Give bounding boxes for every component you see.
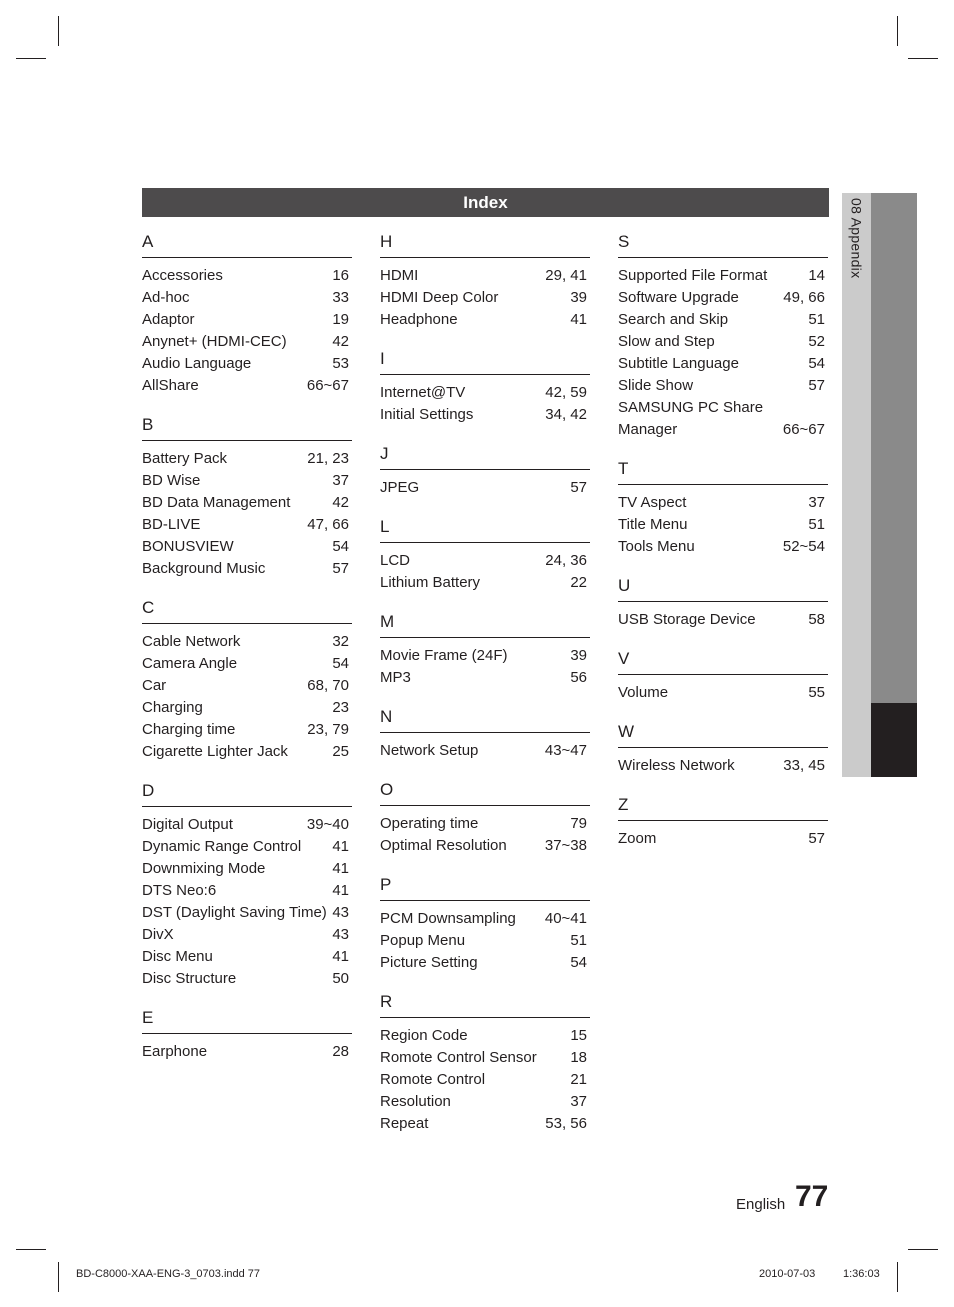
index-section [380,517,590,594]
index-section [380,875,590,974]
index-entry [142,968,352,990]
entry-term: Search and Skip [618,311,729,328]
index-entry [380,1047,590,1069]
entry-term: BD Wise [142,472,201,489]
entry-term: DTS Neo:6 [142,882,217,899]
section-letter: M [380,612,395,631]
entry-pages: 42 [332,494,349,511]
entry-term: Dynamic Range Control [142,838,302,855]
entry-pages: 34, 42 [545,406,587,423]
entry-pages: 53, 56 [545,1115,587,1132]
index-entry [380,908,590,930]
section-divider [142,440,352,441]
section-divider [618,674,828,675]
entry-term: Headphone [380,311,458,328]
index-entry [142,653,352,675]
entry-term: Adaptor [142,311,195,328]
index-section [380,444,590,499]
index-entry [142,924,352,946]
entry-pages: 16 [332,267,349,284]
index-entry [618,514,828,536]
index-entry [380,813,590,835]
page-number: 77 [795,1180,829,1213]
crop-mark [16,1249,46,1250]
index-entry [618,828,828,850]
index-section [618,459,828,558]
print-date: 2010-07-03 [759,1268,816,1280]
index-entry [380,265,590,287]
entry-term: Camera Angle [142,655,238,672]
index-entry [618,287,828,309]
index-entry [142,741,352,763]
entry-pages: 54 [332,655,349,672]
section-letter: N [380,707,393,726]
entry-pages: 22 [570,574,587,591]
index-entry [618,331,828,353]
entry-term: Background Music [142,560,266,577]
index-entry [380,287,590,309]
section-divider [380,374,590,375]
index-entry [142,558,352,580]
entry-term: Romote Control [380,1071,486,1088]
section-letter: T [618,459,629,478]
index-column-2 [380,232,590,1153]
entry-term: DivX [142,926,174,943]
entry-pages: 39~40 [306,816,349,833]
section-divider [142,1033,352,1034]
index-section [380,992,590,1135]
print-time: 1:36:03 [843,1268,880,1280]
section-divider [618,257,828,258]
entry-pages: 51 [808,311,825,328]
index-entry [380,1113,590,1135]
index-entry [142,675,352,697]
index-entry [618,536,828,558]
entry-term: Cigarette Lighter Jack [142,743,288,760]
crop-mark [908,1249,938,1250]
index-entry [142,353,352,375]
entry-pages: 15 [570,1027,587,1044]
entry-pages: 37~38 [544,837,587,854]
entry-term: Charging time [142,721,236,738]
entry-term: Ad-hoc [142,289,190,306]
entry-term: Slide Show [618,377,694,394]
index-entry [380,550,590,572]
section-divider [380,257,590,258]
entry-term: Charging [142,699,203,716]
crop-mark [897,1262,898,1292]
entry-pages: 50 [332,970,349,987]
entry-pages: 43 [332,926,349,943]
index-entry [142,814,352,836]
section-letter: L [380,517,390,536]
entry-pages: 47, 66 [307,516,349,533]
entry-pages: 19 [332,311,349,328]
crop-mark [897,16,898,46]
entry-pages: 55 [808,684,825,701]
index-entry [142,492,352,514]
index-title-bar [142,188,829,217]
entry-term: MP3 [380,669,411,686]
section-letter: D [142,781,155,800]
section-letter: P [380,875,392,894]
index-entry [142,858,352,880]
entry-term: Network Setup [380,742,479,759]
entry-term: Zoom [618,830,657,847]
index-section [380,232,590,331]
chapter-tab-marker [871,703,917,777]
section-letter: W [618,722,635,741]
entry-pages: 79 [570,815,587,832]
entry-term: DST (Daylight Saving Time) [142,904,327,921]
index-section [142,598,352,763]
index-entry [142,287,352,309]
index-entry [142,448,352,470]
index-entry [618,609,828,631]
chapter-tab-shade [871,193,917,703]
index-entry [618,265,828,287]
index-entry [380,572,590,594]
index-entry [142,902,352,924]
entry-pages: 37 [332,472,349,489]
entry-pages: 68, 70 [307,677,349,694]
entry-pages: 54 [808,355,825,372]
entry-term: Movie Frame (24F) [380,647,508,664]
section-letter: Z [618,795,629,814]
entry-pages: 43 [332,904,349,921]
entry-pages: 56 [570,669,587,686]
section-letter: I [380,349,385,368]
index-entry [380,667,590,689]
entry-pages: 41 [332,948,349,965]
section-divider [380,637,590,638]
entry-pages: 51 [570,932,587,949]
entry-pages: 23, 79 [307,721,349,738]
entry-pages: 51 [808,516,825,533]
entry-pages: 57 [570,479,587,496]
index-entry [380,382,590,404]
index-entry [142,1041,352,1063]
entry-pages: 52 [808,333,825,350]
entry-term: Disc Structure [142,970,237,987]
entry-pages: 41 [332,882,349,899]
section-letter: B [142,415,154,434]
entry-pages: 42, 59 [545,384,587,401]
entry-term: Optimal Resolution [380,837,507,854]
entry-term: BONUSVIEW [142,538,234,555]
entry-term: Software Upgrade [618,289,739,306]
section-letter: U [618,576,631,595]
entry-term: Region Code [380,1027,468,1044]
index-section [618,722,828,777]
entry-pages: 33, 45 [783,757,825,774]
index-section [618,576,828,631]
entry-term: Anynet+ (HDMI-CEC) [142,333,287,350]
section-divider [380,900,590,901]
entry-term: Slow and Step [618,333,715,350]
section-divider [142,806,352,807]
index-entry [618,682,828,704]
index-entry [142,536,352,558]
index-entry [380,477,590,499]
index-entry [380,645,590,667]
entry-pages: 66~67 [782,421,825,438]
section-letter: S [618,232,630,251]
index-section [142,781,352,990]
entry-term: Picture Setting [380,954,478,971]
section-letter: J [380,444,389,463]
index-section [142,415,352,580]
entry-pages: 52~54 [782,538,825,555]
entry-term: Earphone [142,1043,208,1060]
entry-term: Audio Language [142,355,252,372]
index-entry [380,309,590,331]
entry-pages: 42 [332,333,349,350]
crop-mark [58,1262,59,1292]
section-letter: A [142,232,154,251]
entry-pages: 39 [570,647,587,664]
index-entry [380,930,590,952]
entry-pages: 57 [808,377,825,394]
entry-term: Resolution [380,1093,451,1110]
entry-term: Operating time [380,815,479,832]
section-letter: C [142,598,155,617]
entry-pages: 57 [332,560,349,577]
entry-pages: 14 [808,267,825,284]
entry-term: Digital Output [142,816,233,833]
index-section [618,649,828,704]
entry-pages: 40~41 [544,910,587,927]
index-entry [142,375,352,397]
index-section [142,1008,352,1063]
entry-pages: 57 [808,830,825,847]
entry-pages: 37 [570,1093,587,1110]
index-entry [142,331,352,353]
entry-pages: 49, 66 [783,289,825,306]
section-letter: R [380,992,393,1011]
index-entry [142,946,352,968]
index-entry [142,309,352,331]
entry-pages: 54 [570,954,587,971]
entry-term: BD-LIVE [142,516,201,533]
entry-term: AllShare [142,377,199,394]
entry-term: Disc Menu [142,948,213,965]
index-section [380,612,590,689]
entry-pages: 18 [570,1049,587,1066]
index-section [142,232,352,397]
entry-pages: 41 [332,838,349,855]
entry-term: Lithium Battery [380,574,481,591]
section-divider [380,542,590,543]
entry-pages: 54 [332,538,349,555]
index-section [618,795,828,850]
index-section [380,349,590,426]
index-entry [618,375,828,397]
index-section [618,232,828,441]
index-entry [380,835,590,857]
entry-term: Battery Pack [142,450,228,467]
entry-term: SAMSUNG PC Share Manager [618,399,764,438]
section-divider [380,805,590,806]
section-divider [618,484,828,485]
section-letter: H [380,232,393,251]
index-entry [618,492,828,514]
entry-term: Tools Menu [618,538,695,555]
index-entry [618,353,828,375]
entry-term: TV Aspect [618,494,687,511]
entry-term: Car [142,677,167,694]
entry-pages: 58 [808,611,825,628]
index-entry [142,880,352,902]
entry-term: Initial Settings [380,406,474,423]
index-entry [142,470,352,492]
index-entry [142,719,352,741]
entry-term: Cable Network [142,633,241,650]
entry-pages: 23 [332,699,349,716]
index-entry [618,397,828,441]
section-divider [380,469,590,470]
index-entry [380,740,590,762]
entry-pages: 41 [332,860,349,877]
section-divider [142,623,352,624]
section-letter: V [618,649,630,668]
entry-term: Accessories [142,267,223,284]
index-entry [380,1069,590,1091]
index-entry [380,404,590,426]
entry-term: Romote Control Sensor [380,1049,537,1066]
entry-term: JPEG [380,479,420,496]
entry-term: HDMI [380,267,419,284]
index-entry [380,1091,590,1113]
index-entry [142,514,352,536]
section-divider [380,1017,590,1018]
index-section [380,780,590,857]
section-letter: E [142,1008,154,1027]
entry-pages: 43~47 [544,742,587,759]
section-divider [618,820,828,821]
index-entry [380,1025,590,1047]
crop-mark [908,58,938,59]
entry-pages: 24, 36 [545,552,587,569]
page-language: English [736,1196,786,1213]
entry-pages: 32 [332,633,349,650]
entry-term: Volume [618,684,669,701]
index-entry [142,631,352,653]
section-divider [618,601,828,602]
entry-pages: 41 [570,311,587,328]
page-title: Index [463,192,508,212]
entry-pages: 25 [332,743,349,760]
entry-pages: 21 [570,1071,587,1088]
entry-term: Title Menu [618,516,688,533]
entry-pages: 29, 41 [545,267,587,284]
index-column-3 [618,232,828,868]
entry-term: Subtitle Language [618,355,739,372]
index-entry [380,952,590,974]
entry-pages: 66~67 [306,377,349,394]
entry-term: USB Storage Device [618,611,756,628]
print-file-info: BD-C8000-XAA-ENG-3_0703.indd 77 [76,1268,261,1280]
index-entry [142,836,352,858]
index-section [380,707,590,762]
chapter-tab-label: 08 Appendix [848,198,865,279]
entry-term: Wireless Network [618,757,735,774]
crop-mark [16,58,46,59]
index-entry [618,755,828,777]
section-divider [142,257,352,258]
entry-pages: 37 [808,494,825,511]
entry-pages: 33 [332,289,349,306]
section-divider [380,732,590,733]
entry-pages: 53 [332,355,349,372]
entry-pages: 39 [570,289,587,306]
entry-term: Popup Menu [380,932,466,949]
entry-term: PCM Downsampling [380,910,516,927]
index-entry [618,309,828,331]
entry-term: HDMI Deep Color [380,289,499,306]
index-entry [142,265,352,287]
entry-term: Internet@TV [380,384,466,401]
entry-term: Repeat [380,1115,429,1132]
index-column-1 [142,232,352,1081]
entry-term: Supported File Format [618,267,768,284]
crop-mark [58,16,59,46]
entry-pages: 28 [332,1043,349,1060]
entry-pages: 21, 23 [307,450,349,467]
index-entry [142,697,352,719]
entry-term: LCD [380,552,411,569]
entry-term: Downmixing Mode [142,860,266,877]
section-divider [618,747,828,748]
section-letter: O [380,780,394,799]
entry-term: BD Data Management [142,494,291,511]
